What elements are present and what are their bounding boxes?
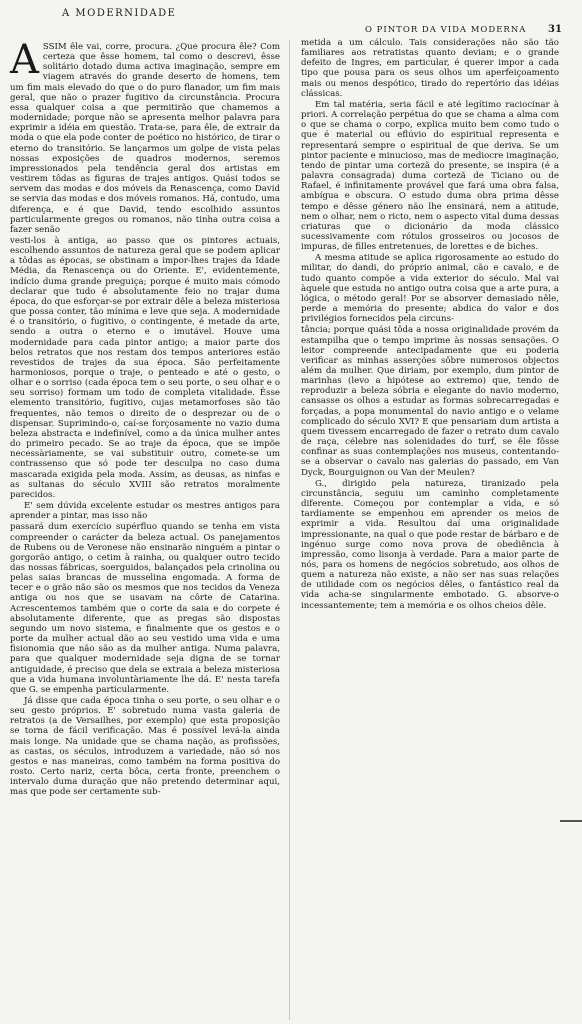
running-head-left: A MODERNIDADE [62, 8, 177, 19]
column-divider [289, 40, 290, 1020]
paragraph-2: vesti-los à antiga, ao passo que os pintores actuais, escolhendo assuntos de natureza geral que se podem aplicar a tôdas as épocas, se obstinam a impor-lhes trajes da Idade Média, da Renascença ou do Oriente. E', evidentemente, indício duma grande preguiça; porque é muito mais cómodo declarar que tudo é absolutamente feio no trajar duma época, do que esforçar-se por extrair dêle a beleza misteriosa que possa conter, tão mínima e leve que seja. A modernidade é o transitório, o fugitivo, o contingente, é metade da arte, sendo a outra o eterno e o imutável. Houve uma modernidade para cada pintor antigo; a maior parte dos belos retratos que nos restam dos tempos anteriores estão revestidos de trajes da sua época. São perfeitamente harmoniosos, porque o traje, o penteado e até o gesto, o olhar e o sorriso (cada época tem o seu porte, o seu olhar e o seu sorriso) formam um todo de completa vitalidade. Êsse elemento transitório, fugitivo, cujas metamorfoses são tão frequentes, não temos o direito de o desprezar ou de o dispensar. Suprimindo-o, caí-se forçosamente no vazio duma beleza abstracta e indefinível, como a da única mulher antes do primeiro pecado. Se ao traje da época, que se impõe necessàriamente, se vai substituir outro, comete-se um contrassenso que só pode ter desculpa no caso duma mascarada exigida pela moda. Assim, as deusas, as ninfas e as sultanas do século XVIII são retratos moralmente parecidos. [10, 235, 280, 500]
paragraph-7: Em tal matéria, seria fácil e até legítimo raciocinar à priori. A correlação perpétua do que se chama a alma com o que se chama o corpo, explica muito bem como tudo o que é material ou eflúvio do espiritual representa e representará sempre o espiritual de que deriva. Se um pintor paciente e minucioso, mas de mediocre imaginação, tendo de pintar uma cortezã do presente, se inspira (é a palavra consagrada) duma cortezã de Ticiano ou de Rafael, é infinitamente provável que fará uma obra falsa, ambígua e obscura. O estudo duma obra prima dêsse tempo e dêsse género não lhe ensinará, nem a atitude, nem o olhar, nem o ricto, nem o aspecto vital duma dessas criaturas que o dicionário da moda clássico sucessivamente com rótulos grosseiros ou jocosos de impuras, de filles entretenues, de lorettes e de biches. [301, 99, 559, 253]
paragraph-3: E' sem dúvida excelente estudar os mestres antigos para aprender a pintar, mas isso não [10, 501, 280, 522]
paragraph-5: Já disse que cada época tinha o seu porte, o seu olhar e o seu gesto próprios. E' sobretudo numa vasta galeria de retratos (a de Versailhes, por exemplo) que esta proposição se torna de fácil verificação. Mas é possível levá-la ainda mais longe. Na unidade que se chama nação, as profissões, as castas, os séculos, introduzem a variedade, não só nos gestos e nas maneiras, como também na forma positiva do rosto. Certo nariz, certa bôca, certa fronte, preenchem o intervalo duma duração que não pretendo determinar aqui, mas que pode ser certamente sub- [10, 696, 280, 798]
paragraph-8: A mesma atitude se aplica rigorosamente ao estudo do militar, do dandi, do próprio animal, cão e cavalo, e de tudo quanto compõe a vida exterior do século. Mal vai àquele que estuda no antigo outra coisa que a arte pura, a lógica, o método geral! Por se absorver demasiado nêle, perde a memória do presente; abdica do valor e dos privilégios fornecidos pela circuns- [301, 253, 559, 325]
running-head-right: O PINTOR DA VIDA MODERNA [365, 25, 527, 35]
paragraph-9: tância; porque quási tôda a nossa originalidade provém da estampilha que o tempo imprime às nossas sensações. O leitor compreende antecipadamente que eu poderia verificar as minhas asserções sôbre numerosos objectos além da mulher. Que diriam, por exemplo, dum pintor de marinhas (levo a hipótese ao extremo) que, tendo de reproduzir a beleza sóbria e elegante do navio moderno, cansasse os olhos a estudar as formas sobrecarregadas e forçadas, a popa monumental do navio antigo e o velame complicado do século XVI? E que pensariam dum artista a quem tivessem encarregado de fazer o retrato dum cavalo de raça, célebre nas solenidades do turf, se êle fôsse confinar as suas contemplações nos museus, contentando-se a observar o cavalo nas galerias do passado, em Van Dyck, Bourguignon ou Van der Meulen? [301, 325, 559, 478]
left-column [10, 37, 280, 799]
paragraph-1-text: SSIM êle vai, corre, procura. ¿Que procura êle? Com certeza que êsse homem, tal como o descrevi, êsse solitário dotado duma activa imaginação, sempre em viagem através do grande deserto de homens, tem um fim mais elevado do que o do puro flanador, um fim mais geral, que não o prazer fugitivo da circunstância. Procura essa qualquer coisa a que permitirão que chamemos a modernidade; porque não se apresenta melhor palavra para exprimir a idéia em questão. Trata-se, para êle, de extrair da moda o que ela pode conter de poético no histórico, de tirar o eterno do transitório. Se lançarmos um golpe de vista pelas nossas exposições de quadros modernos, seremos impressionados pela tendência geral dos artistas em vestirem tôdas as figuras de trajes antigos. Quási todos se servem das modas e dos móveis da Renascença, como David se servia das modas e dos móveis romanos. Há, contudo, uma diferença, e é que David, tendo escolhido assuntos particularmente gregos ou romanos, não tinha outra coisa a fazer senão [10, 42, 280, 235]
paragraph-10: G., dirigido pela natureza, tiranizado pela circunstância, seguiu um caminho completamente diferente. Começou por contemplar a vida, e só tardiamente se empenhou em aprender os meios de exprimir a vida. Resultou daí uma originalidade impressionante, na qual o que pode restar de bárbaro e de ingénuo surge como nova prova de obediência à impressão, como lisonja à verdade. Para a maior parte de nós, para os homens de negócios sobretudo, aos olhos de quem a natureza não existe, a não ser nas suas relações de utilidade com os negócios dêles, o fantástico real da vida acha-se singularmente embotado. G. absorve-o incessantemente; tem a memória e os olhos cheios dêle. [301, 478, 559, 611]
paragraph-1 [10, 37, 280, 235]
page-edge-mark [560, 820, 582, 822]
paragraph-4: passará dum exercício supérfluo quando se tenha em vista compreender o carácter da beleza actual. Os panejamentos de Rubens ou de Veronese não ensinarão ninguém a pintar o gorgorão antigo, o cetim à rainha, ou qualquer outro tecido das nossas fábricas, soerguidos, balançados pela crinolina ou pelas saias brancas de musselina engomada. A forma de tecer e o grão não são os mesmos que nos tecidos da Veneza antiga ou nos que se usavam na côrte de Catarina. Acrescentemos também que o corte da saia e do corpete é absolutamente diferente, que as pregas são dispostas segundo um novo sistema, e finalmente que os gestos e o porte da mulher actual dão ao seu vestido uma vida e uma fisionomia que não são as da mulher antiga. Numa palavra, para que qualquer modernidade seja digna de se tornar antiguidade, é preciso que dela se extraia a beleza misteriosa que a vida humana involuntàriamente lhe dá. E' nesta tarefa que G. se empenha particularmente. [10, 522, 280, 695]
page-number: 31 [548, 24, 562, 35]
right-column [301, 38, 559, 612]
paragraph-6: metida a um cálculo. Tais considerações não são tão familiares aos retratistas quanto deviam; e o grande defeito de Ingres, em particular, é querer impor a cada tipo que pousa para os seus olhos um aperfeiçoamento mais ou menos despótico, tirado do repertório das idéias clássicas. [301, 38, 559, 99]
drop-cap: A [10, 37, 39, 83]
